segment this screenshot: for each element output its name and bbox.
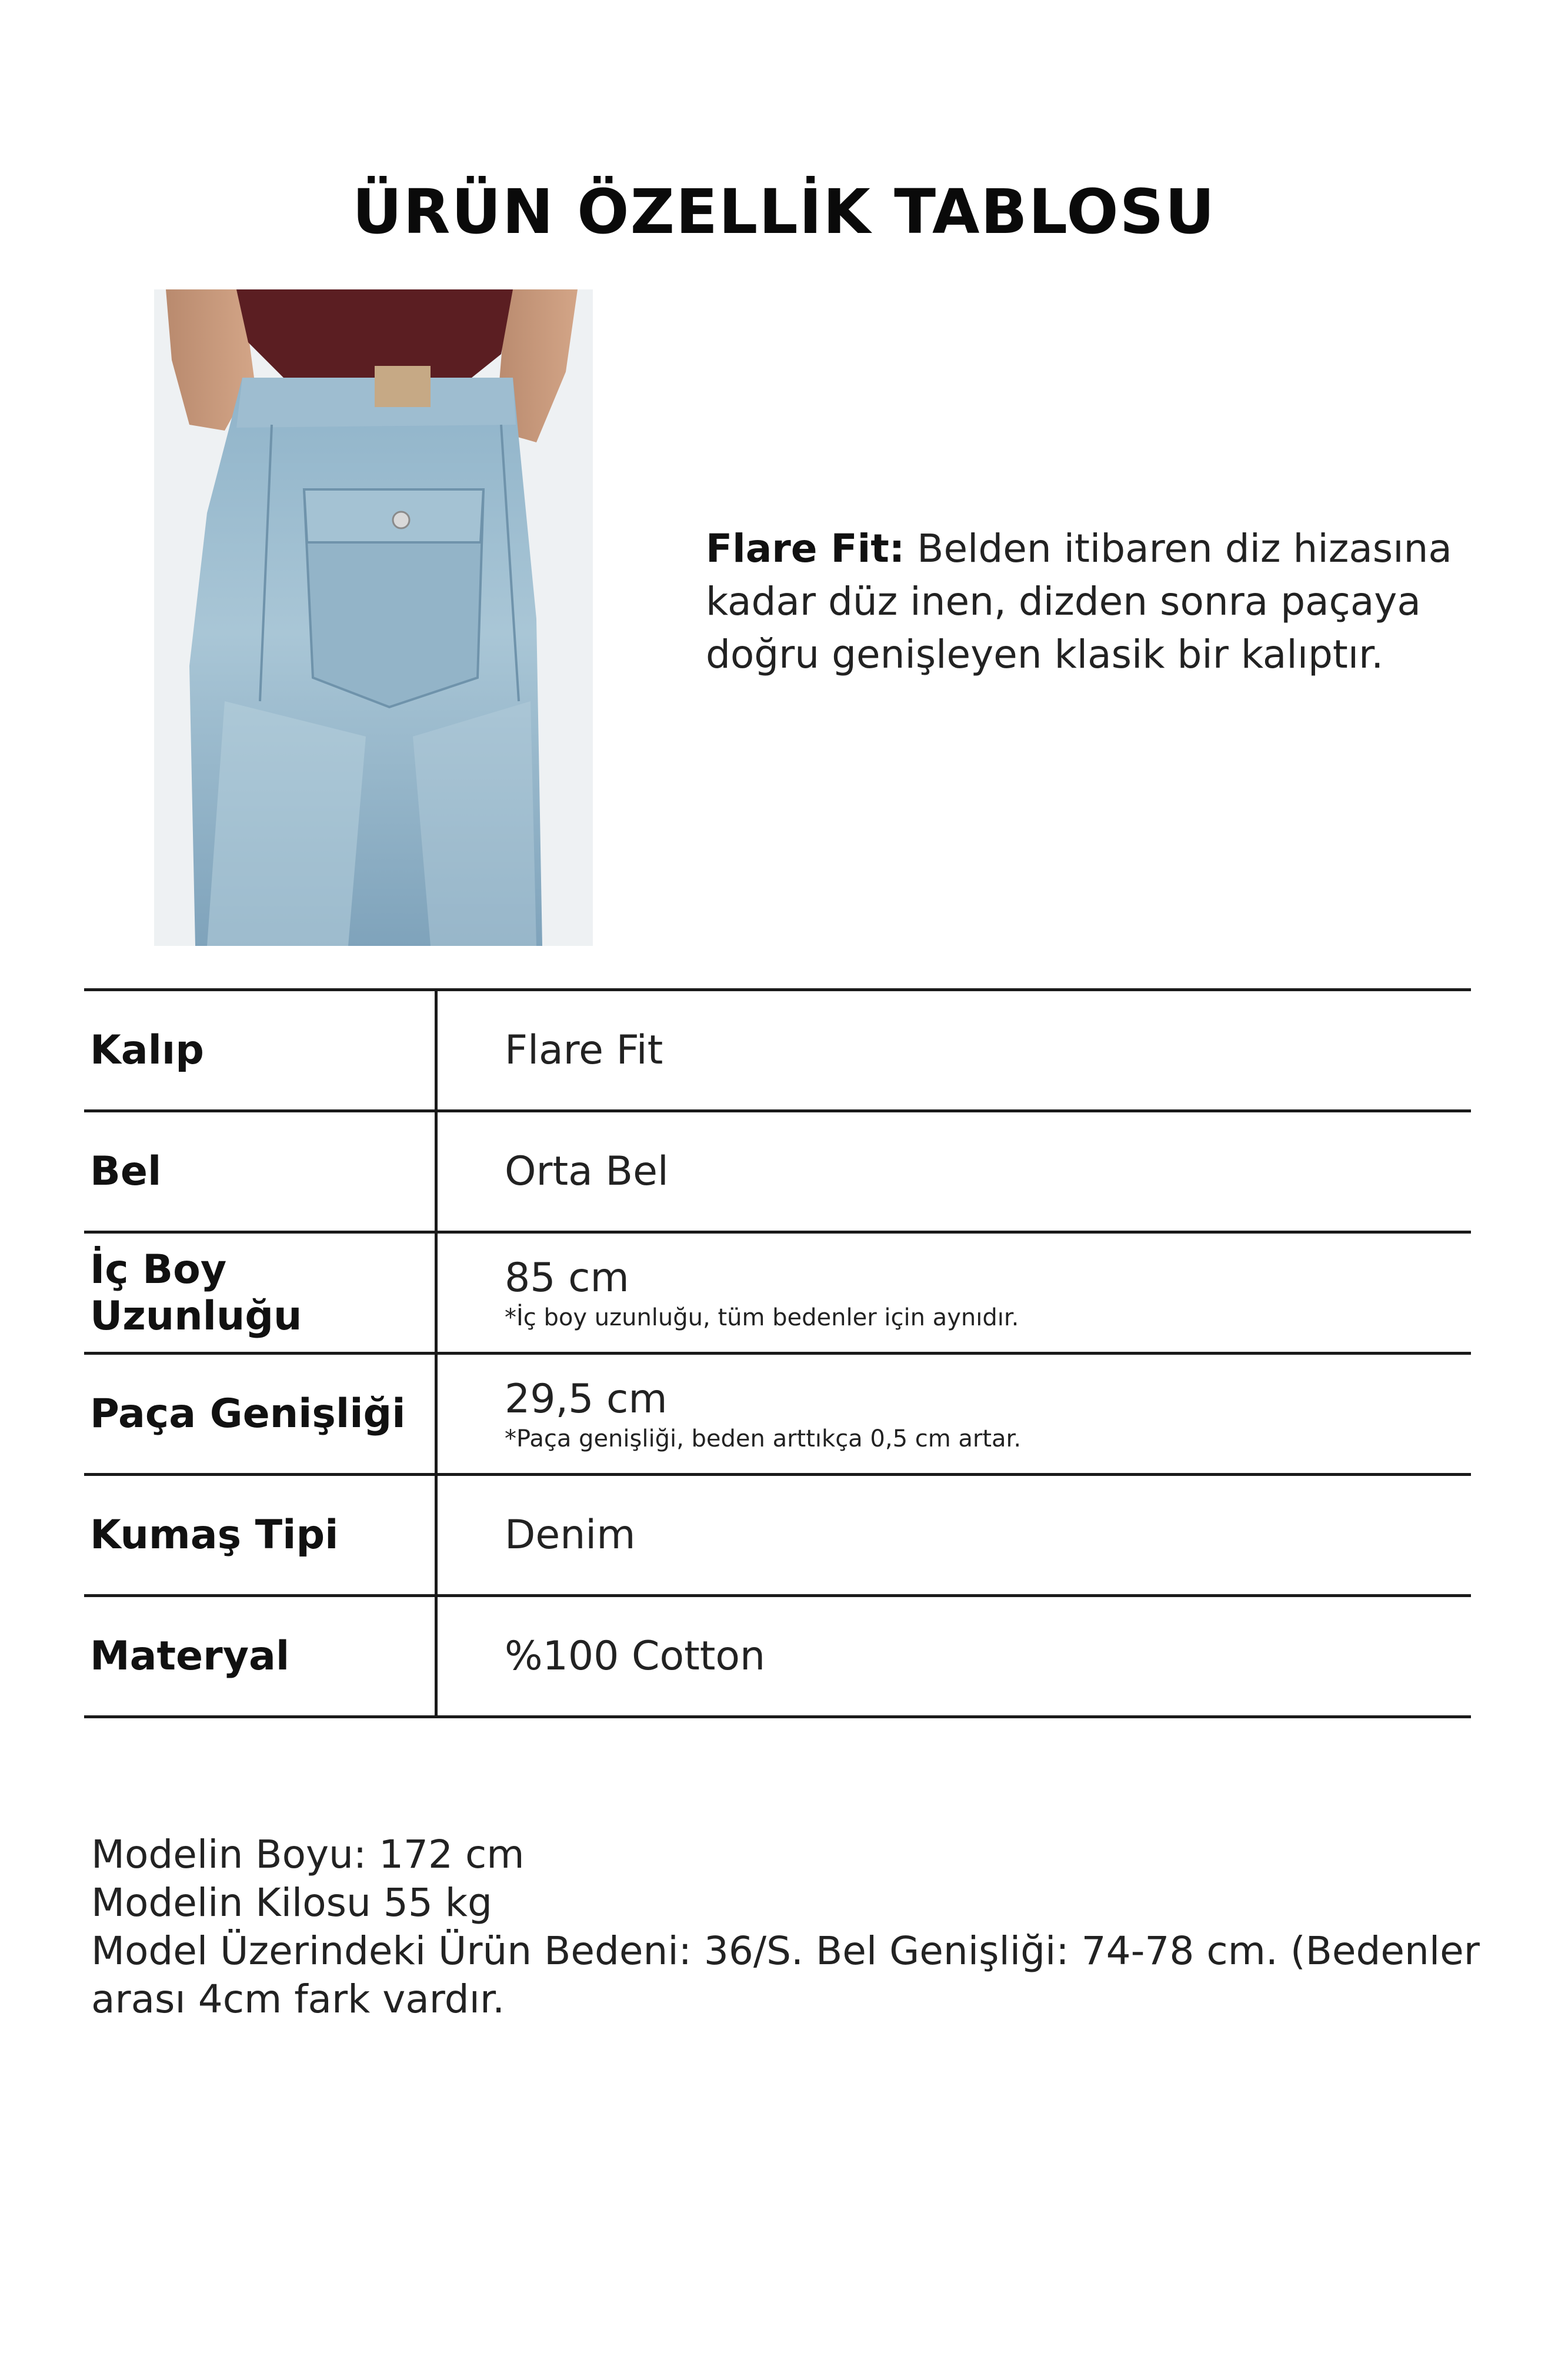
column-divider <box>435 991 438 1109</box>
spec-table <box>84 988 1471 1718</box>
model-height: Modelin Boyu: 172 cm <box>91 1832 525 1877</box>
spec-key: Kalıp <box>90 1027 204 1074</box>
fit-description <box>706 522 1488 681</box>
fit-description-label: Flare Fit: <box>706 526 905 571</box>
spec-value-cell <box>505 991 1471 1109</box>
spec-key: Bel <box>90 1148 162 1195</box>
spec-key: Kumaş Tipi <box>90 1512 339 1558</box>
column-divider <box>435 1597 438 1715</box>
column-divider <box>435 1112 438 1231</box>
spec-row-ic-boy <box>84 1231 1471 1352</box>
model-weight: Modelin Kilosu 55 kg <box>91 1880 492 1925</box>
spec-key: Paça Genişliği <box>90 1391 406 1437</box>
spec-value: 85 cm <box>505 1254 629 1301</box>
spec-value: Denim <box>505 1511 636 1558</box>
column-divider <box>435 1234 438 1352</box>
fit-description-text: Belden itibaren diz hizasına kadar düz inen, dizden sonra paçaya doğru genişleyen klasik bir kalıptır. <box>706 526 1452 677</box>
spec-value-cell <box>505 1112 1471 1231</box>
spec-value: 29,5 cm <box>505 1375 668 1422</box>
model-size: Model Üzerindeki Ürün Bedeni: 36/S. Bel Genişliği: 74-78 cm. (Bedenler arası 4cm fark vardır. <box>91 1928 1480 2022</box>
spec-row-paca <box>84 1352 1471 1473</box>
spec-key: İç Boy Uzunluğu <box>90 1246 302 1339</box>
spec-value-cell <box>505 1355 1471 1473</box>
model-info <box>91 1831 1491 2024</box>
product-photo <box>154 289 593 946</box>
spec-row-kalip <box>84 988 1471 1109</box>
spec-row-bel <box>84 1109 1471 1231</box>
spec-value-cell <box>505 1597 1471 1715</box>
spec-key: Materyal <box>90 1633 290 1679</box>
spec-row-materyal <box>84 1594 1471 1718</box>
spec-note: *Paça genişliği, beden arttıkça 0,5 cm artar. <box>505 1425 1022 1452</box>
page-title: ÜRÜN ÖZELLİK TABLOSU <box>352 176 1216 248</box>
column-divider <box>435 1355 438 1473</box>
spec-note: *İç boy uzunluğu, tüm bedenler için aynıdır. <box>505 1304 1019 1331</box>
spec-row-kumas <box>84 1473 1471 1594</box>
spec-value-cell <box>505 1476 1471 1594</box>
column-divider <box>435 1476 438 1594</box>
spec-value: Orta Bel <box>505 1148 669 1195</box>
spec-value: Flare Fit <box>505 1026 663 1074</box>
spec-value-cell <box>505 1234 1471 1352</box>
spec-value: %100 Cotton <box>505 1632 766 1679</box>
